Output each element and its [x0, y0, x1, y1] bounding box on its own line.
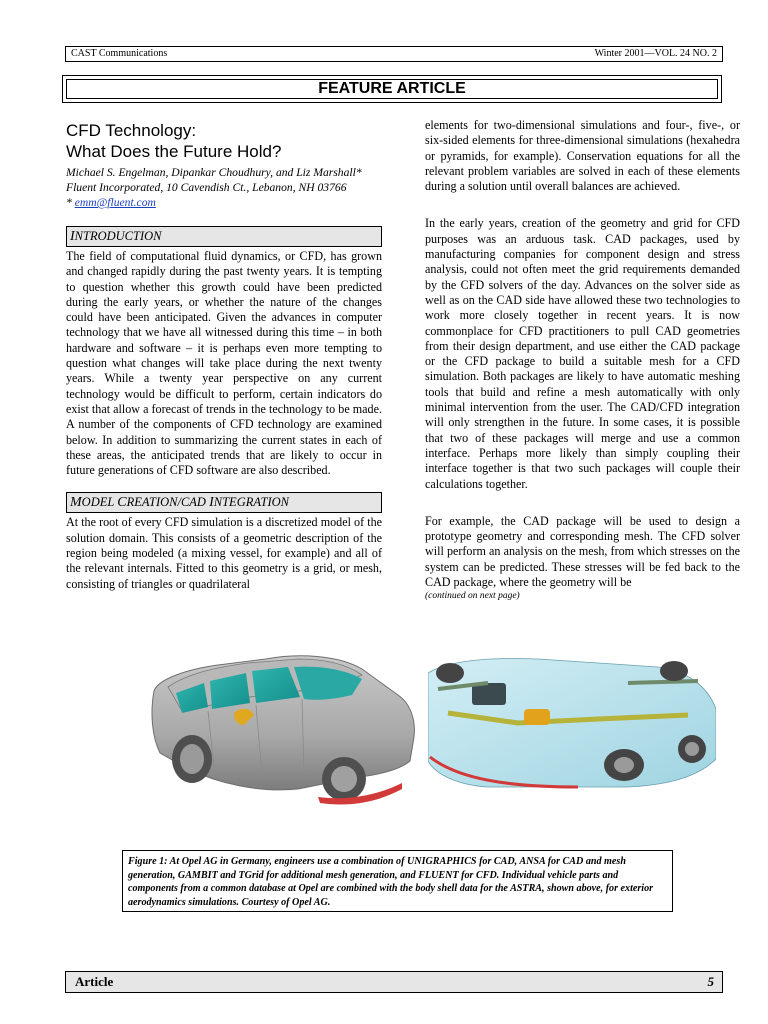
right-paragraph-1: elements for two-dimensional simulations and four-, five-, or six-sided elements for three-dimensional simulations (hexahedra or pyramids, for example). Conservation equations for all the relevant problem variables are solved in each of these elements during a solution until overall balances are achieved.: [425, 118, 740, 194]
right-paragraph-2: In the early years, creation of the geometry and grid for CFD purposes was an arduous task. CAD packages, used by manufacturing companies for component design and stress analysis, could not often meet the grid requirements demanded by the CFD solvers of the day. Advances on the solver side as well as on the CAD side have allowed these two technologies to work more closely together in recent years. It is now commonplace for CFD practitioners to pull CAD geometries from their design department, and use either the CAD package or the CFD package to build a suitable mesh for a CFD simulation. Both packages are likely to have automatic meshing tools that build and refine a mesh automatically with only minimal intervention from the user. The CAD/CFD integration will only strengthen in the future. In some cases, it is possible that two of these packages will merge and use a common interface. Perhaps more likely than simply coupling their interface together is that two such packages will couple their calculations together.: [425, 216, 740, 491]
right-paragraph-3: For example, the CAD package will be used to design a prototype geometry and corresponding mesh. The CFD solver will perform an analysis on the mesh, from which stresses on the system can be predicted. These stresses will be fed back to the CAD package, where the geometry will be: [425, 513, 740, 590]
affiliation: Fluent Incorporated, 10 Cavendish Ct., Lebanon, NH 03766: [66, 181, 347, 194]
heading-rest: ODEL: [81, 495, 118, 510]
heading-initial: C: [117, 495, 127, 511]
issue-info: Winter 2001—VOL. 24 NO. 2: [594, 48, 717, 59]
article-title-line-1: CFD Technology:: [66, 121, 197, 140]
email-marker: *: [66, 196, 75, 209]
feature-banner-title: FEATURE ARTICLE: [66, 79, 718, 99]
introduction-paragraph: The field of computational fluid dynamics, or CFD, has grown and changed rapidly during the past twenty years. It is tempting to question whether this growth could have been predicted during the early years, or whether the nature of the changes could have been anticipated. Given the advances in computer technology that we have all witnessed during this time – in both hardware and software – it is perhaps even more tempting to question what changes will take place during the next twenty years. While a twenty year perspective on any current technology would be difficult to perform, certain indicators do exist that allow a forecast of trends in the technology to be made. A number of the components of CFD technology are examined below. In addition to summarizing the current states in each of these areas, the anticipated trends that are likely to occur in future generations of CFD software are also described.: [66, 249, 382, 478]
contact-line: [66, 195, 382, 210]
heading-initial: M: [70, 495, 82, 511]
publication-name: CAST Communications: [71, 48, 168, 59]
heading-initial: I: [70, 229, 75, 244]
article-title: [66, 120, 382, 162]
email-link[interactable]: emm@fluent.com: [74, 196, 156, 209]
feature-banner: [62, 75, 722, 103]
authors: Michael S. Engelman, Dipankar Choudhury, and Liz Marshall*: [66, 166, 362, 179]
page-number: 5: [707, 974, 714, 989]
continued-note: (continued on next page): [425, 591, 520, 602]
car-exterior-image: [148, 633, 420, 805]
running-header: [65, 46, 723, 62]
byline: [66, 165, 382, 210]
page-footer: [65, 971, 723, 993]
heading-rest: NTRODUCTION: [74, 229, 162, 243]
car-underbody-image: [428, 653, 716, 789]
footer-section-label: Article: [75, 974, 114, 989]
heading-rest: NTEGRATION: [213, 495, 290, 510]
right-column: [425, 118, 740, 612]
section-heading-model-creation: [66, 492, 382, 513]
model-creation-paragraph: At the root of every CFD simulation is a discretized model of the solution domain. This consists of a geometric description of the region being modeled (a mixing vessel, for example) and all of the relevant internals. Fitted to this geometry is a grid, or mesh, consisting of triangles or quadrilateral: [66, 515, 382, 591]
left-column: [66, 118, 382, 592]
section-heading-introduction: [66, 226, 382, 247]
muffler: [524, 709, 550, 725]
heading-rest: REATION/CAD: [126, 495, 210, 510]
figure-caption: Figure 1: At Opel AG in Germany, engineers use a combination of UNIGRAPHICS for CAD, ANSA for CAD and mesh generation, GAMBIT and TGrid for additional mesh generation, and FLUENT for CFD. Individual vehicle parts and components from a common database at Opel are combined with the body shell data for the ASTRA, shown above, for exterior aerodynamics simulations. Courtesy of Opel AG.: [122, 850, 673, 912]
heading-initial: I: [209, 495, 214, 511]
article-title-line-2: What Does the Future Hold?: [66, 142, 282, 161]
